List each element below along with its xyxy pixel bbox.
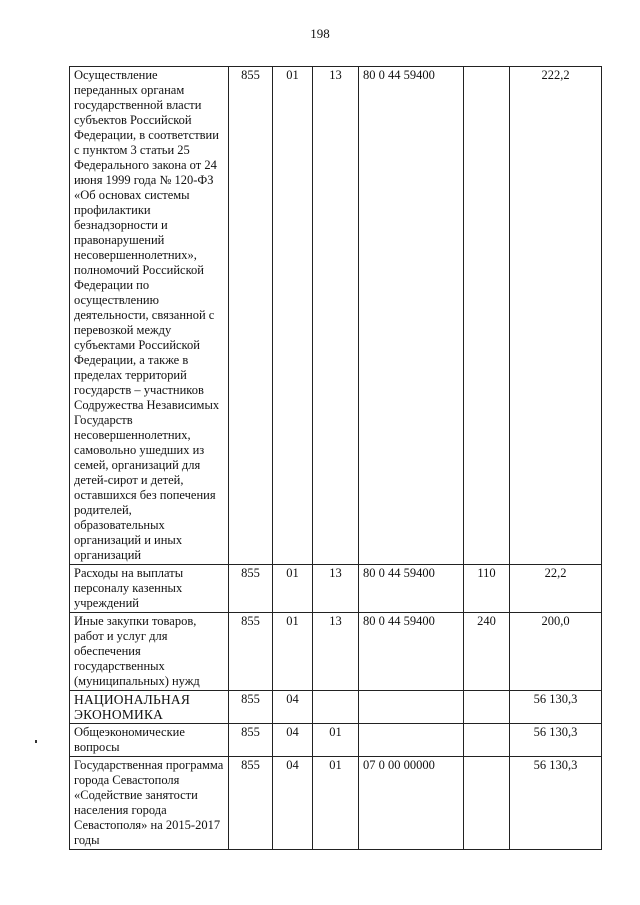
subsection-code: 13 — [313, 565, 359, 613]
scan-mark — [35, 740, 37, 743]
expense-type-code: 240 — [464, 613, 510, 691]
expense-type-code: 110 — [464, 565, 510, 613]
admin-code: 855 — [229, 565, 273, 613]
row-name: Расходы на выплаты персоналу казенных учреждений — [70, 565, 229, 613]
subsection-code: 01 — [313, 757, 359, 850]
subsection-code: 13 — [313, 67, 359, 565]
row-name: Общеэкономические вопросы — [70, 724, 229, 757]
budget-table — [69, 66, 602, 850]
target-item-code: 80 0 44 59400 — [359, 565, 464, 613]
table-row — [70, 757, 602, 850]
amount: 200,0 — [510, 613, 602, 691]
amount: 56 130,3 — [510, 691, 602, 724]
target-item-code: 07 0 00 00000 — [359, 757, 464, 850]
expense-type-code — [464, 757, 510, 850]
target-item-code: 80 0 44 59400 — [359, 67, 464, 565]
subsection-code — [313, 691, 359, 724]
expense-type-code — [464, 691, 510, 724]
admin-code: 855 — [229, 613, 273, 691]
amount: 56 130,3 — [510, 724, 602, 757]
table-row — [70, 691, 602, 724]
target-item-code — [359, 691, 464, 724]
row-name: Иные закупки товаров, работ и услуг для обеспечения государственных (муниципальных) нужд — [70, 613, 229, 691]
amount: 56 130,3 — [510, 757, 602, 850]
admin-code: 855 — [229, 757, 273, 850]
expense-type-code — [464, 724, 510, 757]
target-item-code — [359, 724, 464, 757]
amount: 22,2 — [510, 565, 602, 613]
expense-type-code — [464, 67, 510, 565]
page-number: 198 — [310, 26, 330, 41]
table-row — [70, 67, 602, 565]
subsection-code: 01 — [313, 724, 359, 757]
table-row — [70, 565, 602, 613]
section-code: 01 — [273, 613, 313, 691]
table-row — [70, 613, 602, 691]
section-code: 04 — [273, 691, 313, 724]
admin-code: 855 — [229, 724, 273, 757]
table-row — [70, 724, 602, 757]
row-name: Осуществление переданных органам государственной власти субъектов Российской Федерации, в соответствии с пунктом 3 статьи 25 Федерального закона от 24 июня 1999 года № 120-ФЗ «Об основах системы профилактики безнадзорности и правонарушений несовершеннолетних», полномочий Российской Федерации по осуществлению деятельности, связанной с перевозкой между субъектами Российской Федерации, а также в пределах территорий государств – участников Содружества Независимых Государств несовершеннолетних, самовольно ушедших из семей, организаций для детей-сирот и детей, оставшихся без попечения родителей, образовательных организаций и иных организаций — [70, 67, 229, 565]
admin-code: 855 — [229, 67, 273, 565]
section-code: 01 — [273, 67, 313, 565]
row-name: НАЦИОНАЛЬНАЯ ЭКОНОМИКА — [70, 691, 229, 724]
subsection-code: 13 — [313, 613, 359, 691]
section-code: 04 — [273, 757, 313, 850]
section-code: 04 — [273, 724, 313, 757]
amount: 222,2 — [510, 67, 602, 565]
row-name: Государственная программа города Севастополя «Содействие занятости населения города Севастополя» на 2015-2017 годы — [70, 757, 229, 850]
section-code: 01 — [273, 565, 313, 613]
target-item-code: 80 0 44 59400 — [359, 613, 464, 691]
admin-code: 855 — [229, 691, 273, 724]
